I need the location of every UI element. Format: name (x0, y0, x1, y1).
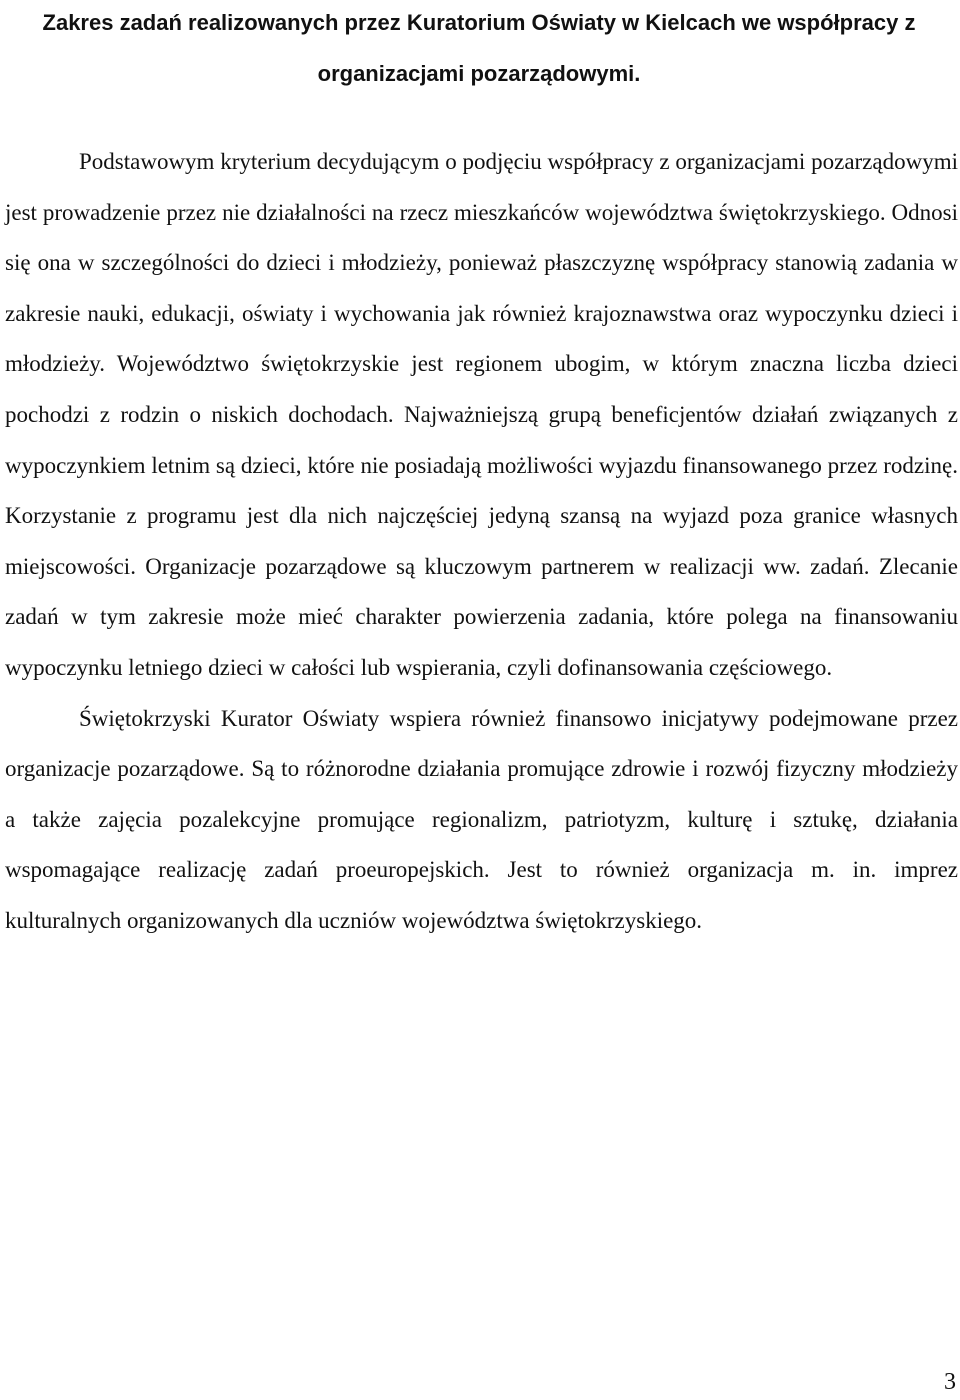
paragraph: Podstawowym kryterium decydującym o podjęciu współpracy z organizacjami pozarządowymi jest prowadzenie przez nie działalności na rzecz mieszkańców województwa świętokrzyskiego. Odnosi się ona w szczególności do dzieci i młodzieży, ponieważ płaszczyznę współpracy stanowią zadania w zakresie nauki, edukacji, oświaty i wychowania jak również krajoznawstwa oraz wypoczynku dzieci i młodzieży. Województwo świętokrzyskie jest regionem ubogim, w którym znaczna liczba dzieci pochodzi z rodzin o niskich dochodach. Najważniejszą grupą beneficjentów działań związanych z wypoczynkiem letnim są dzieci, które nie posiadają możliwości wyjazdu finansowanego przez rodzinę. Korzystanie z programu jest dla nich najczęściej jedyną szansą na wyjazd poza granice własnych miejscowości. Organizacje pozarządowe są kluczowym partnerem w realizacji ww. zadań. Zlecanie zadań w tym zakresie może mieć charakter powierzenia zadania, które polega na finansowaniu wypoczynku letniego dzieci w całości lub wspierania, czyli dofinansowania częściowego. (5, 149, 958, 680)
document-body (5, 137, 958, 947)
page-number: 3 (944, 1369, 956, 1395)
paragraph: Świętokrzyski Kurator Oświaty wspiera również finansowo inicjatywy podejmowane przez organizacje pozarządowe. Są to różnorodne działania promujące zdrowie i rozwój fizyczny młodzieży a także zajęcia pozalekcyjne promujące regionalizm, patriotyzm, kulturę i sztukę, działania wspomagające realizację zadań proeuropejskich. Jest to również organizacja m. in. imprez kulturalnych organizowanych dla uczniów województwa świętokrzyskiego. (5, 705, 958, 933)
document-title: Zakres zadań realizowanych przez Kuratorium Oświaty w Kielcach we współpracy z organizacjami pozarządowymi. (42, 10, 916, 86)
